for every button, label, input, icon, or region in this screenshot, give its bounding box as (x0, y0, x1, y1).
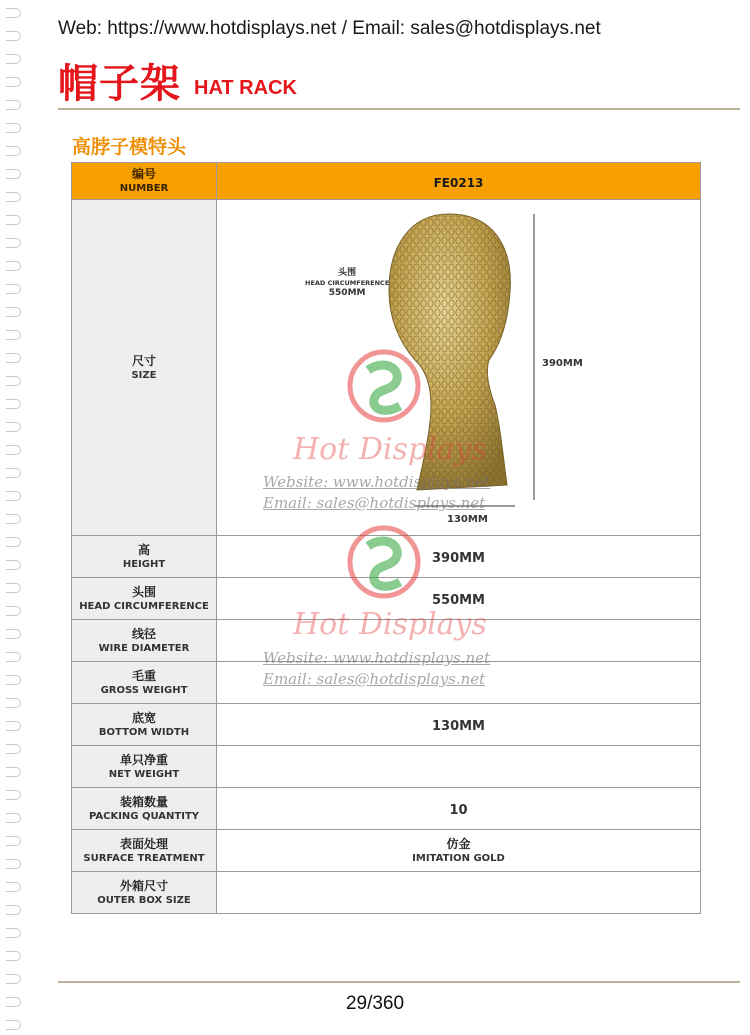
binding-ring (6, 928, 21, 938)
binding-ring (6, 238, 21, 248)
mannequin-head-image (217, 200, 701, 535)
binding-ring (6, 146, 21, 156)
label-cn: 编号 (131, 167, 156, 181)
binding-ring (6, 422, 21, 432)
binding-ring (6, 560, 21, 570)
binding-ring (6, 514, 21, 524)
label-en: HEAD CIRCUMFERENCE (79, 600, 209, 612)
watermark-email: Email: sales@hotdisplays.net (263, 494, 486, 512)
label-en: NET WEIGHT (108, 768, 180, 780)
label-cn: 尺寸 (131, 353, 156, 368)
head-circ-label-en: HEAD CIRCUMFERENCE (305, 279, 390, 287)
binding-ring (6, 169, 21, 179)
binding-ring (6, 813, 21, 823)
number-value-cell (217, 163, 701, 200)
binding-ring (6, 31, 21, 41)
watermark-email: Email: sales@hotdisplays.net (263, 670, 486, 688)
label-cn: 装箱数量 (119, 794, 168, 809)
binding-ring (6, 491, 21, 501)
label-cn: 线径 (131, 626, 156, 641)
binding-ring (6, 1020, 21, 1030)
table-row-number (72, 163, 701, 200)
page-title-en: HAT RACK (194, 77, 297, 99)
table-row (72, 788, 701, 830)
binding-ring (6, 951, 21, 961)
row-value: 550MM (431, 593, 485, 608)
label-cn: 单只净重 (119, 752, 168, 767)
row-value: 仿金 (446, 836, 471, 851)
label-cn: 外箱尺寸 (119, 878, 168, 893)
product-image-area (217, 200, 701, 535)
watermark-brand: Hot Displays (293, 432, 487, 467)
watermark-website: Website: www.hotdisplays.net (263, 473, 491, 491)
row-value-en: IMITATION GOLD (412, 852, 505, 864)
label-en: NUMBER (119, 183, 169, 194)
title-divider (58, 108, 740, 110)
table-row (72, 830, 701, 872)
row-value: 130MM (431, 719, 485, 734)
binding-ring (6, 767, 21, 777)
binding-ring (6, 859, 21, 869)
binding-ring (6, 353, 21, 363)
row-value: 390MM (431, 551, 485, 566)
label-cn: 头围 (131, 584, 156, 599)
label-en: HEIGHT (122, 558, 166, 570)
binding-ring (6, 399, 21, 409)
table-row (72, 578, 701, 620)
binding-ring (6, 537, 21, 547)
label-en: GROSS WEIGHT (100, 684, 188, 696)
binding-ring (6, 721, 21, 731)
page-title-cn: 帽子架 (58, 61, 181, 107)
binding-ring (6, 261, 21, 271)
table-row (72, 746, 701, 788)
spiral-binding (0, 0, 30, 1035)
contact-line: Web: https://www.hotdisplays.net / Email: sales@hotdisplays.net (58, 18, 601, 39)
size-image-cell (217, 200, 701, 536)
binding-ring (6, 307, 21, 317)
width-annotation: 130MM (447, 514, 488, 525)
watermark-brand: Hot Displays (293, 607, 487, 642)
spec-table (71, 162, 701, 914)
binding-ring (6, 376, 21, 386)
table-row (72, 620, 701, 662)
head-circ-label-cn: 头围 (338, 268, 357, 278)
binding-ring (6, 100, 21, 110)
footer-divider (58, 981, 740, 983)
head-circumference-annotation (305, 268, 389, 298)
binding-ring (6, 790, 21, 800)
binding-ring (6, 629, 21, 639)
binding-ring (6, 606, 21, 616)
binding-ring (6, 445, 21, 455)
binding-ring (6, 215, 21, 225)
label-cn: 毛重 (131, 668, 156, 683)
product-number: FE0213 (433, 175, 484, 190)
number-label (72, 163, 217, 200)
label-en: PACKING QUANTITY (88, 810, 200, 822)
label-en: OUTER BOX SIZE (97, 894, 191, 906)
binding-ring (6, 8, 21, 18)
table-row (72, 704, 701, 746)
binding-ring (6, 77, 21, 87)
binding-ring (6, 652, 21, 662)
label-cn: 表面处理 (119, 836, 168, 851)
watermark-website: Website: www.hotdisplays.net (263, 649, 491, 667)
binding-ring (6, 583, 21, 593)
binding-ring (6, 192, 21, 202)
binding-ring (6, 836, 21, 846)
table-row (72, 872, 701, 914)
binding-ring (6, 468, 21, 478)
binding-ring (6, 330, 21, 340)
label-en: BOTTOM WIDTH (98, 726, 190, 738)
label-cn: 高 (137, 542, 150, 557)
head-circ-value: 550MM (328, 288, 366, 298)
size-label (72, 200, 217, 536)
row-value: 10 (449, 803, 468, 818)
table-row (72, 536, 701, 578)
binding-ring (6, 974, 21, 984)
label-en: SURFACE TREATMENT (83, 852, 205, 864)
binding-ring (6, 123, 21, 133)
binding-ring (6, 284, 21, 294)
binding-ring (6, 744, 21, 754)
section-title: 高脖子模特头 (72, 136, 187, 158)
label-cn: 底宽 (131, 710, 156, 725)
binding-ring (6, 698, 21, 708)
table-row (72, 662, 701, 704)
page-number: 29/360 (345, 993, 405, 1014)
binding-ring (6, 675, 21, 685)
label-en: SIZE (131, 369, 157, 381)
height-annotation: 390MM (542, 358, 583, 369)
binding-ring (6, 54, 21, 64)
label-en: WIRE DIAMETER (98, 642, 190, 654)
table-row-size (72, 200, 701, 536)
binding-ring (6, 882, 21, 892)
binding-ring (6, 905, 21, 915)
